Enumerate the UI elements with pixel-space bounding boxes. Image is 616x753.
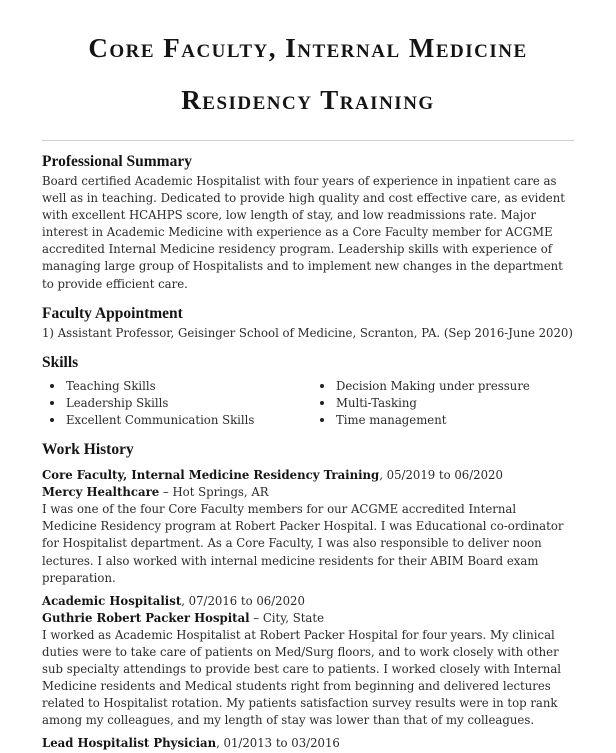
- bullet-icon: [50, 418, 54, 422]
- job-dates: , 05/2019 to 06/2020: [379, 468, 503, 483]
- skill-label: Excellent Communication Skills: [66, 412, 255, 427]
- skill-item: [50, 378, 320, 395]
- skill-item: [50, 412, 320, 429]
- skills-column-right: [320, 378, 530, 429]
- skills-column-left: [50, 378, 320, 429]
- work-history-heading: Work History: [42, 441, 134, 459]
- job-entry: [42, 735, 574, 752]
- resume-title-line-2: Residency Training: [181, 85, 435, 115]
- job-title: Academic Hospitalist: [42, 593, 182, 608]
- job-location: – City, State: [249, 610, 325, 625]
- job-employer-line: [42, 484, 574, 501]
- faculty-appointment-heading: Faculty Appointment: [42, 304, 183, 322]
- skill-item: [320, 412, 530, 429]
- faculty-appointment-text: 1) Assistant Professor, Geisinger School of Medicine, Scranton, PA. (Sep 2016-June 2020): [42, 325, 573, 340]
- job-description: I was one of the four Core Faculty members for our ACGME accredited Internal Medicine Residency program at Robert Packer Hospital. I was Educational co-ordinator for Hospitalist department. As a Core Faculty, I was also responsible to deliver noon lectures. I also worked with internal medicine residents for their ABIM Board exam preparation.: [42, 502, 564, 585]
- faculty-appointment-section: [42, 303, 574, 342]
- skills-list: [42, 378, 574, 429]
- job-employer-line: [42, 610, 574, 627]
- skill-label: Multi-Tasking: [336, 395, 417, 410]
- skill-label: Leadership Skills: [66, 395, 169, 410]
- bullet-icon: [50, 401, 54, 405]
- skill-label: Teaching Skills: [66, 378, 156, 393]
- job-title-line: [42, 467, 574, 484]
- professional-summary-section: [42, 151, 574, 293]
- job-dates: , 01/2013 to 03/2016: [216, 736, 340, 751]
- job-dates: , 07/2016 to 06/2020: [181, 593, 305, 608]
- job-description: I worked as Academic Hospitalist at Robert Packer Hospital for four years. My clinical duties were to take care of patients on Med/Surg floors, and to work closely with other sub specialty attendings to provide best care to patients. I worked closely with Internal Medicine residents and Medical students right from beginning and delivered lectures related to Hospitalist rotation. My patients satisfaction survey results were in top rank among my colleagues, and my length of stay was lower than that of my colleagues.: [42, 627, 562, 728]
- skills-heading: Skills: [42, 353, 79, 371]
- job-entry: [42, 593, 574, 730]
- bullet-icon: [320, 418, 324, 422]
- skill-item: [320, 378, 530, 395]
- skill-label: Decision Making under pressure: [336, 378, 530, 393]
- job-employer: Mercy Healthcare: [42, 485, 160, 500]
- job-employer: Guthrie Robert Packer Hospital: [42, 610, 250, 625]
- skills-section: [42, 352, 574, 429]
- job-location: – Hot Springs, AR: [159, 485, 269, 500]
- job-title-line: [42, 735, 574, 752]
- job-title: Core Faculty, Internal Medicine Residency Training: [42, 468, 380, 483]
- job-title: Lead Hospitalist Physician: [42, 736, 217, 751]
- professional-summary-text: Board certified Academic Hospitalist with four years of experience in inpatient care as well as in teaching. Dedicated to provide high quality and cost effective care, as evident with excellent HCAHPS score, low length of stay, and low readmissions rate. Major interest in Academic Medicine with experience as a Core Faculty member for ACGME accredited Internal Medicine residency program. Leadership skills with experience of managing large group of Hospitalists and to implement new changes in the department to provide efficient care.: [42, 174, 565, 291]
- skill-label: Time management: [336, 412, 447, 427]
- resume-page: [0, 22, 616, 751]
- title-divider: [42, 140, 574, 141]
- job-entry: [42, 467, 574, 587]
- job-title-line: [42, 593, 574, 610]
- work-history-section: [42, 439, 574, 753]
- bullet-icon: [50, 384, 54, 388]
- bullet-icon: [320, 384, 324, 388]
- professional-summary-heading: Professional Summary: [42, 153, 192, 170]
- skill-item: [50, 395, 320, 412]
- resume-title-line-1: Core Faculty, Internal Medicine: [88, 33, 528, 63]
- bullet-icon: [320, 401, 324, 405]
- skill-item: [320, 395, 530, 412]
